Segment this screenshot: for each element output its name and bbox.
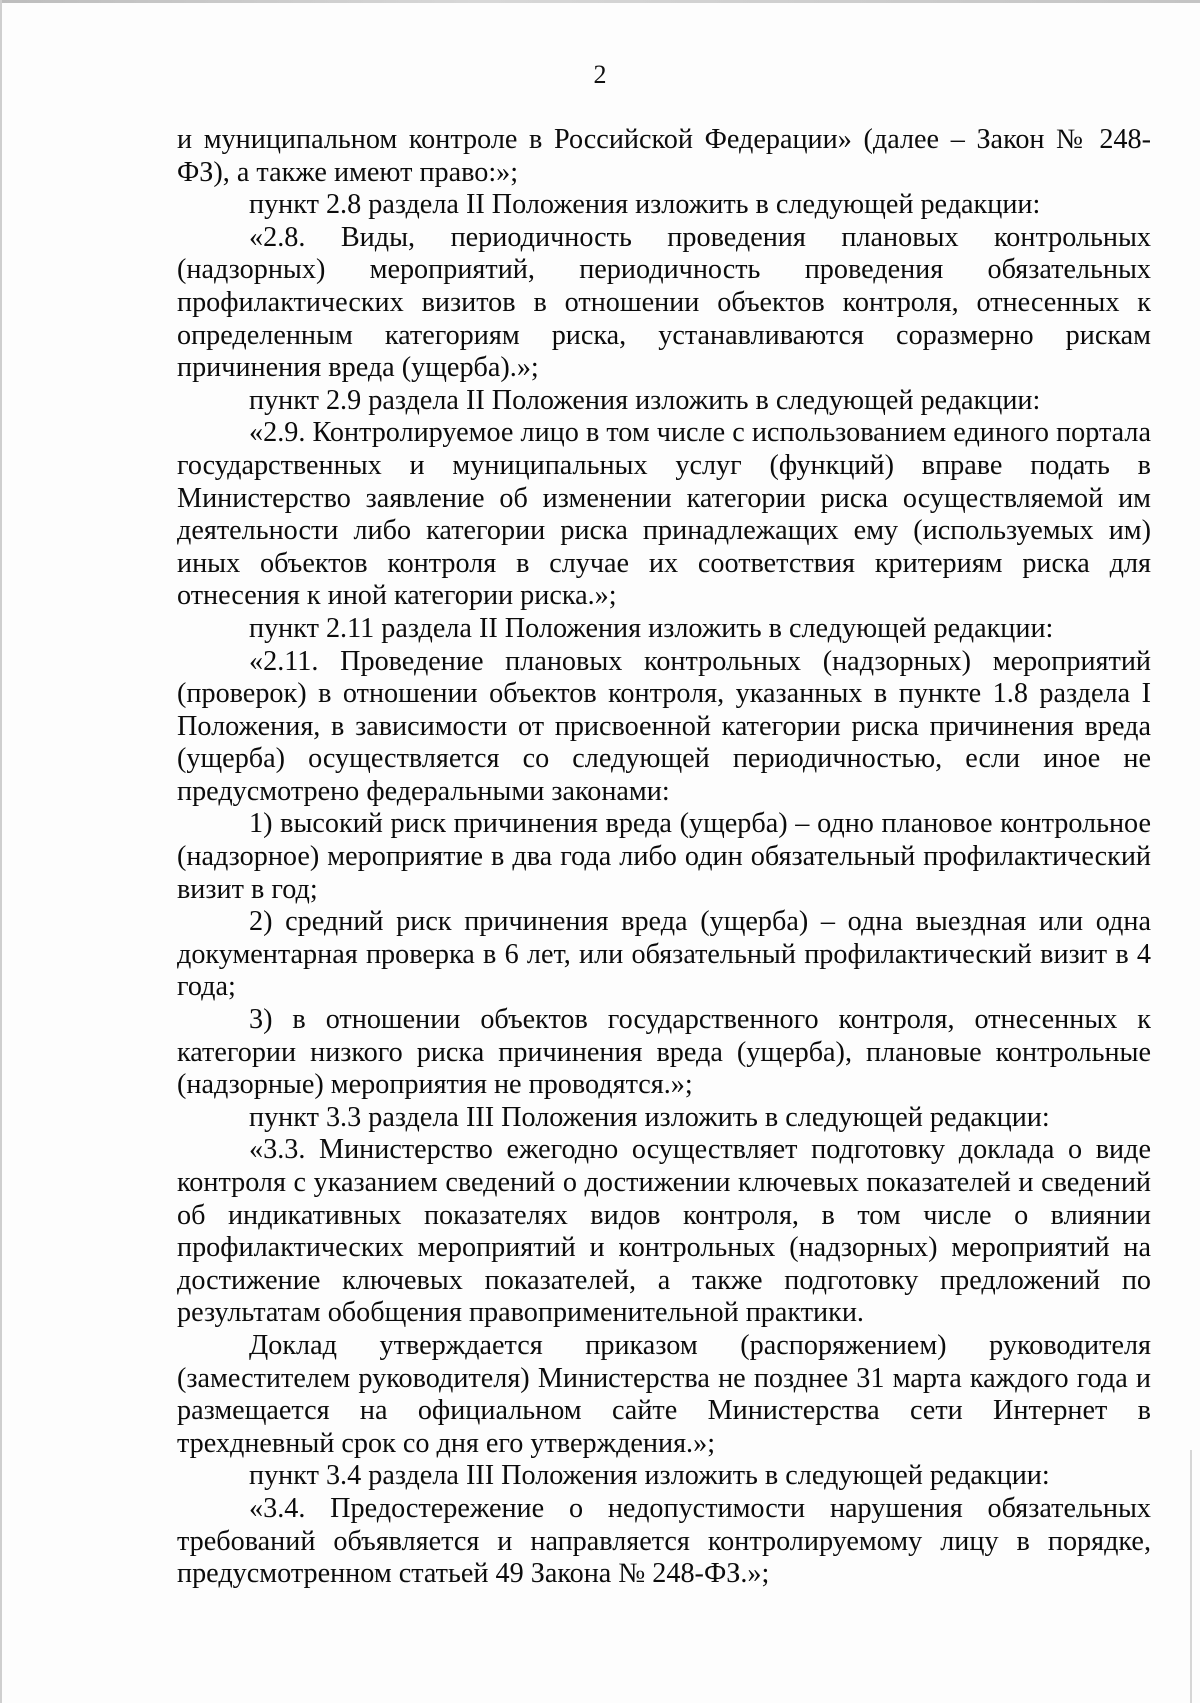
paragraph-clause-2-9: «2.9. Контролируемое лицо в том числе с использованием единого портала государственных и муниципальных услуг (функций) вправе подать в Министерство заявление об изменении категории риска осуществляемой им деятельности либо категории риска принадлежащих ему (используемых им) иных объектов контроля в случае их соответствия критериям риска для отнесения к иной категории риска.»; bbox=[177, 417, 1151, 612]
paragraph-clause-3-4: «3.4. Предостережение о недопустимости нарушения обязательных требований объявляется и направляется контролируемому лицу в порядке, предусмотренном статьей 49 Закона № 248-ФЗ.»; bbox=[177, 1492, 1151, 1590]
scan-top-edge bbox=[0, 0, 1200, 3]
paragraph-amendment-2-11-intro: пункт 2.11 раздела II Положения изложить в следующей редакции: bbox=[249, 612, 1054, 644]
paragraph-amendment-2-9-intro: пункт 2.9 раздела II Положения изложить в следующей редакции: bbox=[249, 384, 1041, 416]
scan-right-edge bbox=[1190, 1450, 1192, 1703]
paragraph-continuation: и муниципальном контроле в Российской Федерации» (далее – Закон № 248-ФЗ), а также имеют право:»; bbox=[177, 124, 1151, 188]
paragraph-amendment-2-8-intro: пункт 2.8 раздела II Положения изложить в следующей редакции: bbox=[249, 189, 1041, 221]
paragraph-clause-3-3-report: Доклад утверждается приказом (распоряжением) руководителя (заместителем руководителя) Министерства не позднее 31 марта каждого года и размещается на официальном сайте Министерства сети Интернет в трехдневный срок со дня его утверждения.»; bbox=[177, 1329, 1151, 1459]
paragraph-clause-2-8: «2.8. Виды, периодичность проведения плановых контрольных (надзорных) мероприятий, периодичность проведения обязательных профилактических визитов в отношении объектов контроля, отнесенных к определенным категориям риска, устанавливаются соразмерно рискам причинения вреда (ущерба).»; bbox=[177, 221, 1151, 384]
paragraph-amendment-3-3-intro: пункт 3.3 раздела III Положения изложить в следующей редакции: bbox=[249, 1101, 1050, 1133]
paragraph-item-low-risk: 3) в отношении объектов государственного контроля, отнесенных к категории низкого риска причинения вреда (ущерба), плановые контрольные (надзорные) мероприятия не проводятся.»; bbox=[177, 1004, 1151, 1101]
paragraph-amendment-3-4-intro: пункт 3.4 раздела III Положения изложить в следующей редакции: bbox=[249, 1460, 1050, 1492]
page-number: 2 bbox=[593, 60, 607, 89]
paragraph-item-medium-risk: 2) средний риск причинения вреда (ущерба) – одна выездная или одна документарная проверка в 6 лет, или обязательный профилактический визит в 4 года; bbox=[177, 906, 1151, 1003]
document-body bbox=[177, 124, 1151, 1591]
scan-left-edge bbox=[0, 0, 2, 1703]
paragraph-item-high-risk: 1) высокий риск причинения вреда (ущерба) – одно плановое контрольное (надзорное) мероприятие в два года либо один обязательный профилактический визит в год; bbox=[177, 808, 1151, 905]
paragraph-clause-3-3: «3.3. Министерство ежегодно осуществляет подготовку доклада о виде контроля с указанием сведений о достижении ключевых показателей и сведений об индикативных показателях видов контроля, в том числе о влиянии профилактических мероприятий и контрольных (надзорных) мероприятий на достижение ключевых показателей, а также подготовку предложений по результатам обобщения правоприменительной практики. bbox=[177, 1134, 1151, 1329]
paragraph-clause-2-11: «2.11. Проведение плановых контрольных (надзорных) мероприятий (проверок) в отношении объектов контроля, указанных в пункте 1.8 раздела I Положения, в зависимости от присвоенной категории риска причинения вреда (ущерба) осуществляется со следующей периодичностью, если иное не предусмотрено федеральными законами: bbox=[177, 645, 1151, 807]
